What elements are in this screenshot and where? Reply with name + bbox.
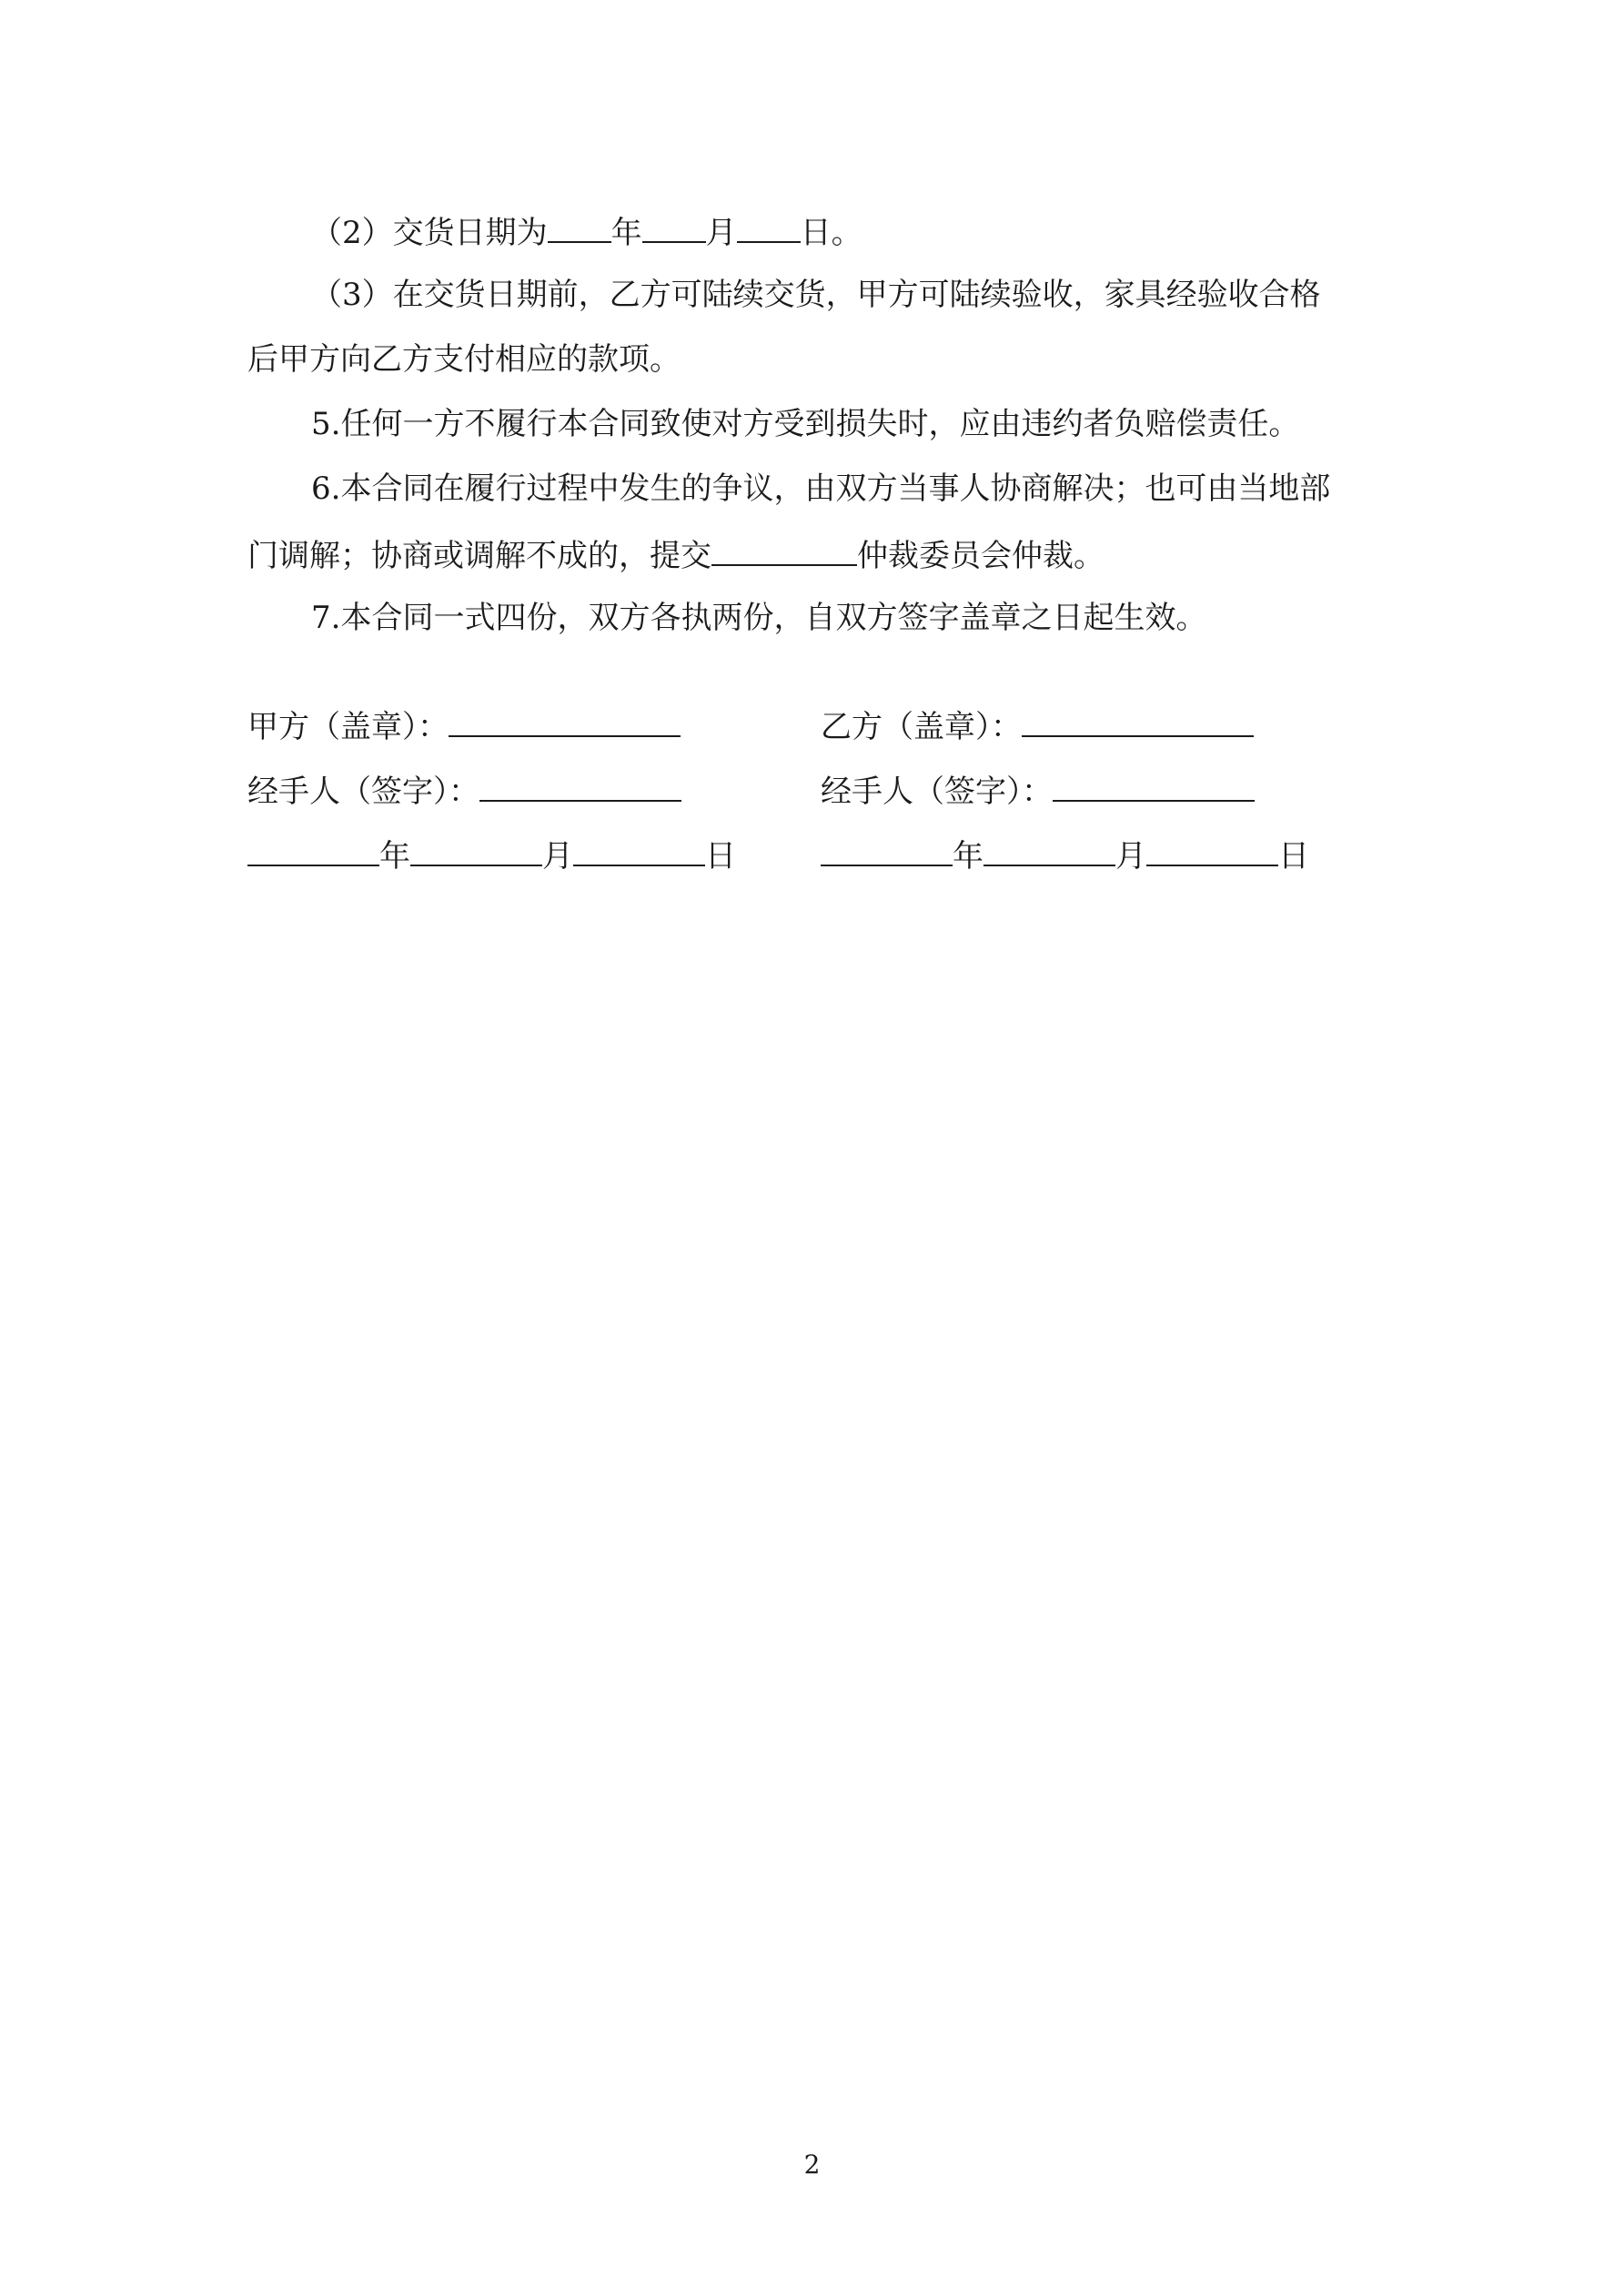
party-a-day-blank[interactable] [573,835,705,866]
party-b-handler-label: 经手人（签字）： [821,774,1053,810]
party-a-handler-blank[interactable] [479,771,681,802]
party-a-year-blank[interactable] [247,835,379,866]
party-a-handler-label: 经手人（签字）： [247,774,479,810]
clause-liability: 5.任何一方不履行本合同致使对方受到损失时，应由违约者负赔偿责任。 [311,406,1300,442]
delivery-year-blank[interactable] [548,212,611,243]
party-b-seal-blank[interactable] [1022,706,1254,737]
clause-partial-delivery-line1: （3）在交货日期前，乙方可陆续交货，甲方可陆续验收，家具经验收合格 [311,277,1321,313]
party-b-date-row [821,835,1309,875]
party-b-year-blank[interactable] [821,835,953,866]
delivery-day-label: 日。 [800,215,862,251]
party-a-seal-row [247,706,681,745]
party-a-year-label: 年 [379,838,410,875]
clause-effectiveness: 7.本合同一式四份，双方各执两份，自双方签字盖章之日起生效。 [311,600,1207,636]
clause-delivery-date [311,212,862,251]
clause-dispute-line2 [247,535,1105,574]
delivery-day-blank[interactable] [737,212,801,243]
delivery-year-label: 年 [610,215,642,251]
party-b-handler-blank[interactable] [1053,771,1255,802]
clause-dispute-line1: 6.本合同在履行过程中发生的争议，由双方当事人协商解决；也可由当地部 [311,470,1331,507]
party-b-day-blank[interactable] [1146,835,1278,866]
party-a-seal-label: 甲方（盖章）： [247,709,449,745]
party-a-month-label: 月 [542,838,573,875]
clause-partial-delivery-line2: 后甲方向乙方支付相应的款项。 [247,341,681,378]
party-a-day-label: 日 [705,838,736,875]
clause-delivery-date-prefix: （2）交货日期为 [311,215,548,251]
party-b-month-blank[interactable] [983,835,1115,866]
party-a-month-blank[interactable] [410,835,542,866]
page-number: 2 [803,2149,821,2180]
clause-dispute-prefix: 门调解；协商或调解不成的，提交 [247,538,711,574]
party-b-day-label: 日 [1278,838,1309,875]
party-b-seal-label: 乙方（盖章）： [821,709,1022,745]
party-b-month-label: 月 [1115,838,1146,875]
delivery-month-blank[interactable] [642,212,706,243]
party-a-date-row [247,835,736,875]
party-a-seal-blank[interactable] [449,706,681,737]
party-a-handler-row [247,771,681,810]
party-b-year-label: 年 [953,838,983,875]
clause-dispute-suffix: 仲裁委员会仲裁。 [857,538,1105,574]
delivery-month-label: 月 [705,215,737,251]
party-b-handler-row [821,771,1255,810]
party-b-seal-row [821,706,1254,745]
arbitration-commission-blank[interactable] [711,535,857,566]
